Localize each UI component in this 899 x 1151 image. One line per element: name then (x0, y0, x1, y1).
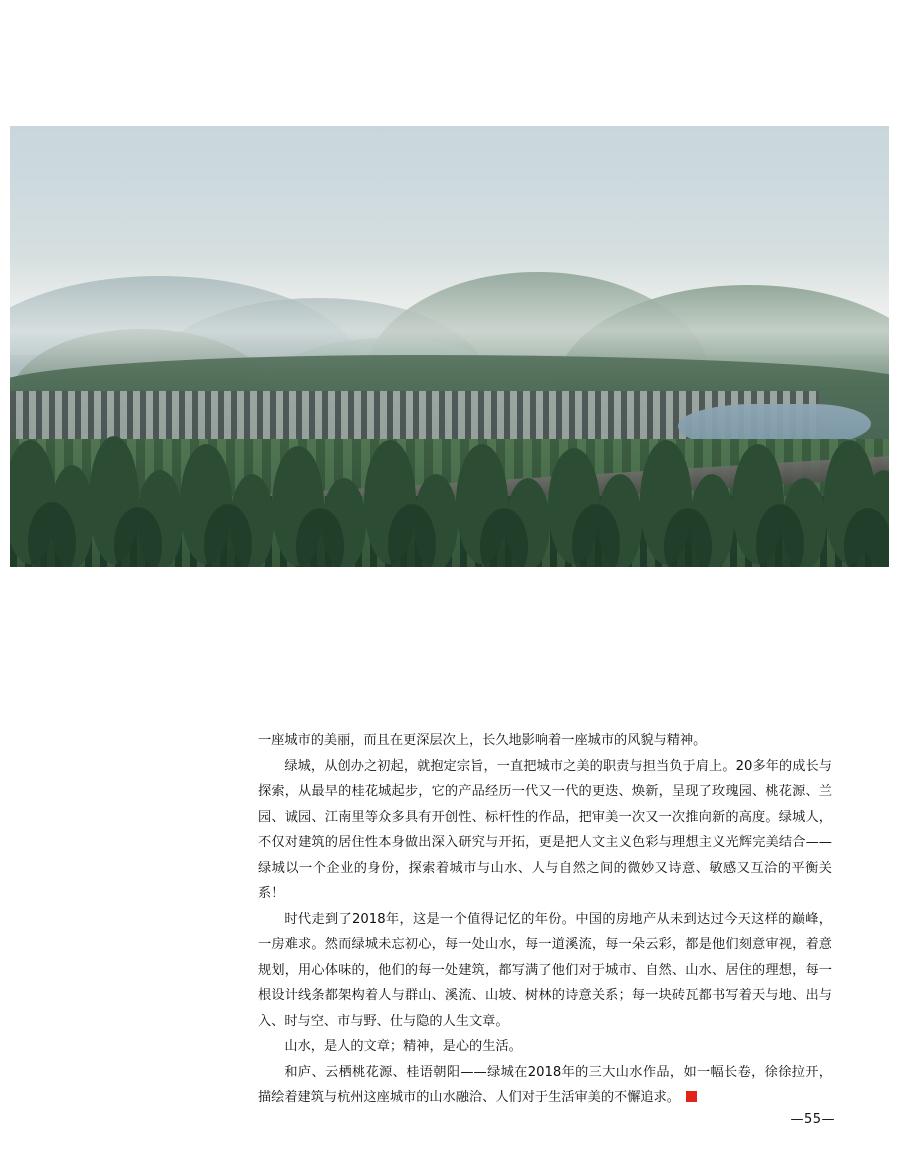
aerial-landscape-photo (10, 126, 889, 567)
page-number: —55— (790, 1112, 835, 1127)
paragraph-2: 绿城，从创办之初起，就抱定宗旨，一直把城市之美的职责与担当负于肩上。20多年的成长与探索，从最早的桂花城起步，它的产品经历一代又一代的更迭、焕新，呈现了玫瑰园、桃花源、兰园、诚园、江南里等众多具有开创性、标杆性的作品，把审美一次又一次推向新的高度。绿城人，不仅对建筑的居住性本身做出深入研究与开拓，更是把人文主义色彩与理想主义光辉完美结合——绿城以一个企业的身份，探索着城市与山水、人与自然之间的微妙又诗意、敏感又互洽的平衡关系！ (258, 758, 832, 901)
paragraph-1: 一座城市的美丽，而且在更深层次上，长久地影响着一座城市的风貌与精神。 (258, 733, 707, 748)
paragraph-3: 时代走到了2018年，这是一个值得记忆的年份。中国的房地产从未到达过今天这样的巅峰，一房难求。然而绿城未忘初心，每一处山水，每一道溪流，每一朵云彩，都是他们刻意审视，着意规划，用心体味的，他们的每一处建筑，都写满了他们对于城市、自然、山水、居住的理想，每一根设计线条都架构着人与群山、溪流、山坡、树林的诗意关系；每一块砖瓦都书写着天与地、出与入、时与空、市与野、仕与隐的人生文章。 (258, 911, 832, 1029)
paragraph-5-text: 和庐、云栖桃花源、桂语朝阳——绿城在2018年的三大山水作品，如一幅长卷，徐徐拉开，描绘着建筑与杭州这座城市的山水融洽、人们对于生活审美的不懈追求。 (258, 1064, 832, 1105)
paragraph-5 (258, 1060, 832, 1111)
foreground-tree-canopy (10, 382, 889, 567)
paragraph-4: 山水，是人的文章；精神，是心的生活。 (284, 1039, 522, 1054)
end-of-article-mark (686, 1091, 697, 1102)
article-body (258, 728, 832, 1111)
